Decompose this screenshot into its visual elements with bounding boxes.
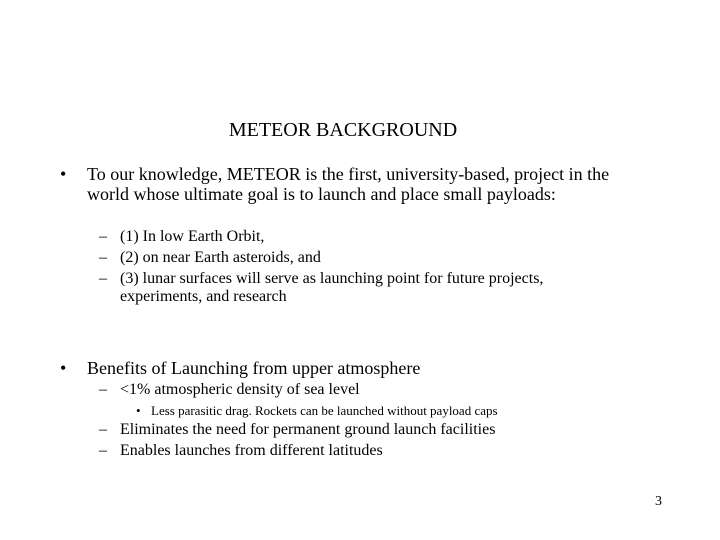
sub-sub-item <box>136 403 656 418</box>
dash-marker: – <box>99 249 107 266</box>
sub-item-text: <1% atmospheric density of sea level <box>120 381 360 398</box>
slide-title: METEOR BACKGROUND <box>228 119 458 141</box>
page-number: 3 <box>655 494 662 509</box>
sub-item-text: (1) In low Earth Orbit, <box>120 228 265 245</box>
bullet-marker: • <box>136 403 141 418</box>
sub-item <box>99 228 619 246</box>
sub-item <box>99 249 619 267</box>
sub-item-text: Eliminates the need for permanent ground launch facilities <box>120 421 496 438</box>
bullet-item <box>60 358 620 378</box>
sub-item <box>99 421 619 439</box>
dash-marker: – <box>99 421 107 438</box>
bullet-text: To our knowledge, METEOR is the first, university-based, project in the world whose ultimate goal is to launch and place small payloads: <box>87 164 610 204</box>
dash-marker: – <box>99 442 107 459</box>
bullet-marker: • <box>60 358 67 378</box>
sub-item-text: (3) lunar surfaces will serve as launching point for future projects, experiments, and research <box>120 270 544 305</box>
bullet-marker: • <box>60 164 67 184</box>
sub-item <box>99 270 619 306</box>
sub-item-text: (2) on near Earth asteroids, and <box>120 249 321 266</box>
sub-sub-item-text: Less parasitic drag. Rockets can be launched without payload caps <box>151 403 498 418</box>
sub-item <box>99 442 619 460</box>
bullet-item <box>60 164 620 204</box>
bullet-text: Benefits of Launching from upper atmosphere <box>87 358 421 378</box>
dash-marker: – <box>99 228 107 245</box>
sub-item-text: Enables launches from different latitudes <box>120 442 383 459</box>
dash-marker: – <box>99 270 107 287</box>
dash-marker: – <box>99 381 107 398</box>
sub-item <box>99 381 619 399</box>
